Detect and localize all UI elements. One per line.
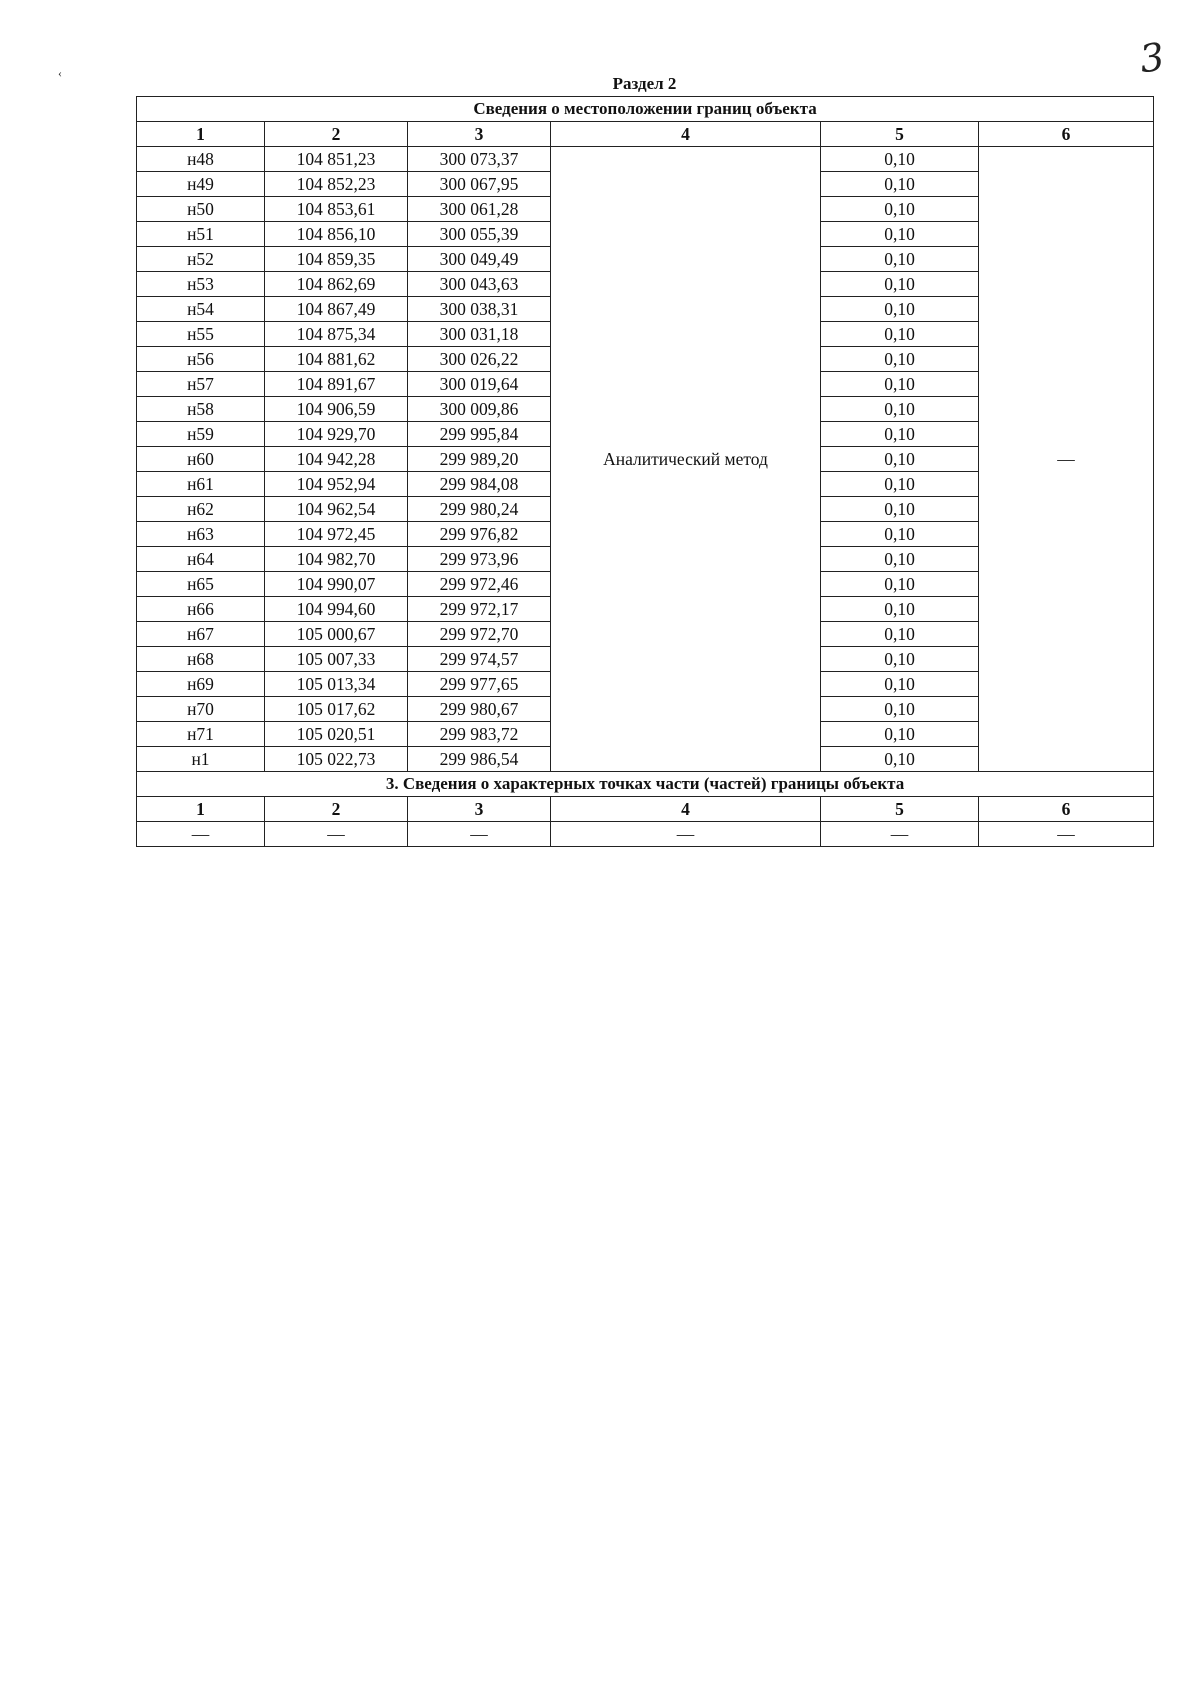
part-title-row bbox=[137, 772, 1154, 797]
column-number: 2 bbox=[265, 122, 408, 147]
boundary-table bbox=[136, 96, 1154, 847]
point-name-cell: н52 bbox=[137, 247, 265, 272]
column-number: 1 bbox=[137, 122, 265, 147]
y-coordinate-cell: 300 019,64 bbox=[408, 372, 551, 397]
x-coordinate-cell: 104 942,28 bbox=[265, 447, 408, 472]
x-coordinate-cell: 104 881,62 bbox=[265, 347, 408, 372]
y-coordinate-cell: 299 983,72 bbox=[408, 722, 551, 747]
x-coordinate-cell: 104 952,94 bbox=[265, 472, 408, 497]
point-name-cell: н48 bbox=[137, 147, 265, 172]
y-coordinate-cell: 299 972,70 bbox=[408, 622, 551, 647]
y-coordinate-cell: 299 980,67 bbox=[408, 697, 551, 722]
point-name-cell: н71 bbox=[137, 722, 265, 747]
y-coordinate-cell: 300 026,22 bbox=[408, 347, 551, 372]
x-coordinate-cell: 104 906,59 bbox=[265, 397, 408, 422]
part-column-number: 4 bbox=[551, 797, 821, 822]
point-name-cell: н63 bbox=[137, 522, 265, 547]
x-coordinate-cell: 104 851,23 bbox=[265, 147, 408, 172]
part-value: — bbox=[551, 822, 821, 847]
part-column-number: 2 bbox=[265, 797, 408, 822]
part-column-number: 6 bbox=[979, 797, 1154, 822]
point-name-cell: н51 bbox=[137, 222, 265, 247]
accuracy-cell: 0,10 bbox=[821, 597, 979, 622]
accuracy-cell: 0,10 bbox=[821, 272, 979, 297]
point-name-cell: н55 bbox=[137, 322, 265, 347]
accuracy-cell: 0,10 bbox=[821, 747, 979, 772]
accuracy-cell: 0,10 bbox=[821, 622, 979, 647]
y-coordinate-cell: 299 972,17 bbox=[408, 597, 551, 622]
accuracy-cell: 0,10 bbox=[821, 397, 979, 422]
accuracy-cell: 0,10 bbox=[821, 422, 979, 447]
x-coordinate-cell: 104 891,67 bbox=[265, 372, 408, 397]
point-name-cell: н60 bbox=[137, 447, 265, 472]
accuracy-cell: 0,10 bbox=[821, 322, 979, 347]
point-name-cell: н57 bbox=[137, 372, 265, 397]
accuracy-cell: 0,10 bbox=[821, 147, 979, 172]
y-coordinate-cell: 299 972,46 bbox=[408, 572, 551, 597]
point-name-cell: н67 bbox=[137, 622, 265, 647]
accuracy-cell: 0,10 bbox=[821, 472, 979, 497]
y-coordinate-cell: 300 031,18 bbox=[408, 322, 551, 347]
point-name-cell: н59 bbox=[137, 422, 265, 447]
accuracy-cell: 0,10 bbox=[821, 647, 979, 672]
x-coordinate-cell: 104 990,07 bbox=[265, 572, 408, 597]
point-name-cell: н65 bbox=[137, 572, 265, 597]
x-coordinate-cell: 104 867,49 bbox=[265, 297, 408, 322]
x-coordinate-cell: 104 929,70 bbox=[265, 422, 408, 447]
part-column-number: 1 bbox=[137, 797, 265, 822]
part-title: 3. Сведения о характерных точках части (частей) границы объекта bbox=[137, 772, 1154, 797]
y-coordinate-cell: 299 995,84 bbox=[408, 422, 551, 447]
accuracy-cell: 0,10 bbox=[821, 697, 979, 722]
column-number: 4 bbox=[551, 122, 821, 147]
part-value: — bbox=[408, 822, 551, 847]
x-coordinate-cell: 104 972,45 bbox=[265, 522, 408, 547]
x-coordinate-cell: 105 022,73 bbox=[265, 747, 408, 772]
accuracy-cell: 0,10 bbox=[821, 522, 979, 547]
accuracy-cell: 0,10 bbox=[821, 497, 979, 522]
y-coordinate-cell: 299 976,82 bbox=[408, 522, 551, 547]
point-name-cell: н61 bbox=[137, 472, 265, 497]
page-number: 3 bbox=[1137, 34, 1168, 82]
accuracy-cell: 0,10 bbox=[821, 547, 979, 572]
x-coordinate-cell: 104 862,69 bbox=[265, 272, 408, 297]
y-coordinate-cell: 299 986,54 bbox=[408, 747, 551, 772]
y-coordinate-cell: 299 977,65 bbox=[408, 672, 551, 697]
point-name-cell: н68 bbox=[137, 647, 265, 672]
y-coordinate-cell: 300 067,95 bbox=[408, 172, 551, 197]
column6-cell: — bbox=[979, 147, 1154, 772]
x-coordinate-cell: 105 020,51 bbox=[265, 722, 408, 747]
y-coordinate-cell: 300 073,37 bbox=[408, 147, 551, 172]
part-column-number-row bbox=[137, 797, 1154, 822]
point-name-cell: н62 bbox=[137, 497, 265, 522]
point-name-cell: н56 bbox=[137, 347, 265, 372]
point-name-cell: н1 bbox=[137, 747, 265, 772]
accuracy-cell: 0,10 bbox=[821, 222, 979, 247]
part-value: — bbox=[265, 822, 408, 847]
accuracy-cell: 0,10 bbox=[821, 297, 979, 322]
y-coordinate-cell: 299 980,24 bbox=[408, 497, 551, 522]
accuracy-cell: 0,10 bbox=[821, 347, 979, 372]
part-value: — bbox=[821, 822, 979, 847]
point-name-cell: н69 bbox=[137, 672, 265, 697]
x-coordinate-cell: 105 013,34 bbox=[265, 672, 408, 697]
y-coordinate-cell: 299 973,96 bbox=[408, 547, 551, 572]
x-coordinate-cell: 104 859,35 bbox=[265, 247, 408, 272]
method-cell: Аналитический метод bbox=[551, 147, 821, 772]
accuracy-cell: 0,10 bbox=[821, 172, 979, 197]
accuracy-cell: 0,10 bbox=[821, 722, 979, 747]
point-name-cell: н53 bbox=[137, 272, 265, 297]
part-value-row bbox=[137, 822, 1154, 847]
y-coordinate-cell: 300 009,86 bbox=[408, 397, 551, 422]
y-coordinate-cell: 300 038,31 bbox=[408, 297, 551, 322]
x-coordinate-cell: 104 982,70 bbox=[265, 547, 408, 572]
part-column-number: 5 bbox=[821, 797, 979, 822]
point-name-cell: н64 bbox=[137, 547, 265, 572]
x-coordinate-cell: 105 007,33 bbox=[265, 647, 408, 672]
y-coordinate-cell: 300 055,39 bbox=[408, 222, 551, 247]
point-name-cell: н54 bbox=[137, 297, 265, 322]
y-coordinate-cell: 299 989,20 bbox=[408, 447, 551, 472]
x-coordinate-cell: 105 000,67 bbox=[265, 622, 408, 647]
part-value: — bbox=[137, 822, 265, 847]
point-name-cell: н49 bbox=[137, 172, 265, 197]
x-coordinate-cell: 104 852,23 bbox=[265, 172, 408, 197]
point-name-cell: н50 bbox=[137, 197, 265, 222]
y-coordinate-cell: 299 974,57 bbox=[408, 647, 551, 672]
table-row bbox=[137, 147, 1154, 172]
accuracy-cell: 0,10 bbox=[821, 572, 979, 597]
column-number-row bbox=[137, 122, 1154, 147]
accuracy-cell: 0,10 bbox=[821, 372, 979, 397]
point-name-cell: н66 bbox=[137, 597, 265, 622]
table-title: Сведения о местоположении границ объекта bbox=[137, 97, 1154, 122]
section-title: Раздел 2 bbox=[612, 74, 677, 93]
accuracy-cell: 0,10 bbox=[821, 247, 979, 272]
column-number: 5 bbox=[821, 122, 979, 147]
column-number: 6 bbox=[979, 122, 1154, 147]
y-coordinate-cell: 300 043,63 bbox=[408, 272, 551, 297]
part-column-number: 3 bbox=[408, 797, 551, 822]
x-coordinate-cell: 105 017,62 bbox=[265, 697, 408, 722]
point-name-cell: н70 bbox=[137, 697, 265, 722]
scan-mark: ‹ bbox=[58, 66, 62, 80]
y-coordinate-cell: 299 984,08 bbox=[408, 472, 551, 497]
part-value: — bbox=[979, 822, 1154, 847]
x-coordinate-cell: 104 856,10 bbox=[265, 222, 408, 247]
y-coordinate-cell: 300 061,28 bbox=[408, 197, 551, 222]
table-title-row bbox=[137, 97, 1154, 122]
accuracy-cell: 0,10 bbox=[821, 447, 979, 472]
x-coordinate-cell: 104 853,61 bbox=[265, 197, 408, 222]
accuracy-cell: 0,10 bbox=[821, 672, 979, 697]
x-coordinate-cell: 104 875,34 bbox=[265, 322, 408, 347]
point-name-cell: н58 bbox=[137, 397, 265, 422]
accuracy-cell: 0,10 bbox=[821, 197, 979, 222]
column-number: 3 bbox=[408, 122, 551, 147]
x-coordinate-cell: 104 994,60 bbox=[265, 597, 408, 622]
x-coordinate-cell: 104 962,54 bbox=[265, 497, 408, 522]
y-coordinate-cell: 300 049,49 bbox=[408, 247, 551, 272]
